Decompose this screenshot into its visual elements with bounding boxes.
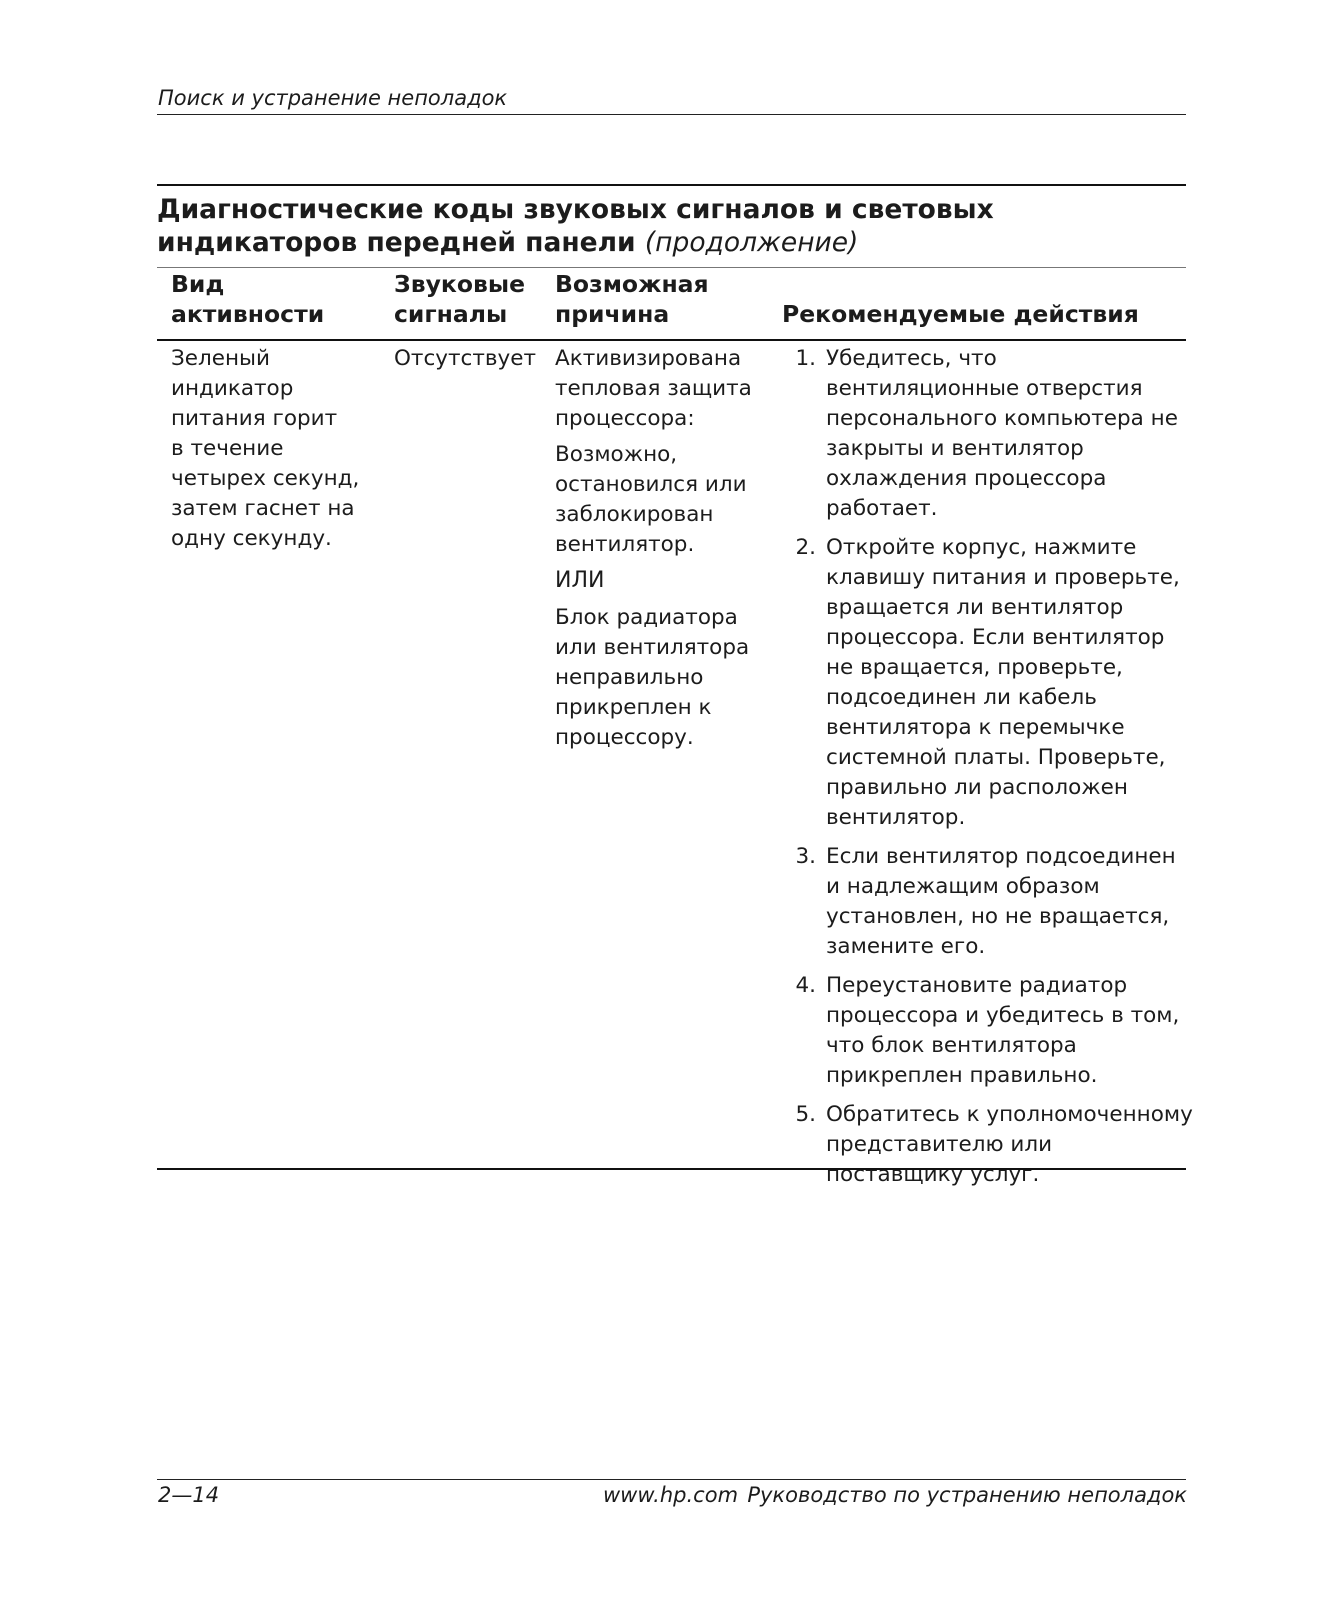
- header-rule: [157, 114, 1186, 115]
- column-header-beeps: Звуковые сигналы: [394, 270, 526, 328]
- activity-line: одну секунду.: [171, 526, 332, 551]
- action-text: Если вентилятор подсоединен и надлежащим образом установлен, но не вращается, замените его.: [826, 844, 1176, 959]
- cause-paragraph: Активизирована тепловая защита процессора:: [555, 346, 752, 431]
- action-number: 2.: [795, 535, 816, 560]
- table-title-continued: (продолжение): [644, 227, 859, 258]
- footer-guide-title: Руководство по устранению неполадок: [747, 1483, 1187, 1507]
- action-number: 5.: [795, 1102, 816, 1127]
- action-text: Откройте корпус, нажмите клавишу питания и проверьте, вращается ли вентилятор процессора. Если вентилятор не вращается, проверьте, подсоединен ли кабель вентилятора к перемычке системной платы. Проверьте, правильно ли расположен вентилятор.: [826, 535, 1180, 830]
- footer-rule: [157, 1479, 1186, 1480]
- column-header-actions: Рекомендуемые действия: [782, 300, 1139, 328]
- action-text: Переустановите радиатор процессора и убедитесь в том, что блок вентилятора прикреплен правильно.: [826, 973, 1180, 1088]
- activity-line: в течение: [171, 436, 284, 461]
- beeps-cell: Отсутствует: [394, 346, 537, 371]
- activity-cell: [171, 344, 359, 554]
- action-number: 1.: [795, 346, 816, 371]
- activity-line: четырех секунд,: [171, 466, 360, 491]
- cause-or: ИЛИ: [555, 568, 605, 593]
- column-header-cause: Возможная причина: [555, 270, 709, 328]
- column-header-activity: Вид активности: [171, 270, 325, 328]
- cause-cell: [555, 344, 755, 759]
- action-item: [788, 533, 1193, 833]
- action-text: Обратитесь к уполномоченному представителю или поставщику услуг.: [826, 1102, 1193, 1187]
- cause-paragraph: Возможно, остановился или заблокирован вентилятор.: [555, 442, 747, 557]
- activity-line: затем гаснет на: [171, 496, 355, 521]
- footer-url[interactable]: www.hp.com: [603, 1483, 739, 1507]
- action-item: [788, 971, 1193, 1091]
- action-item: [788, 1100, 1193, 1190]
- table-title-top-rule: [157, 184, 1186, 186]
- action-number: 4.: [795, 973, 816, 998]
- activity-line: Зеленый: [171, 346, 270, 371]
- action-number: 3.: [795, 844, 816, 869]
- table-bottom-rule: [157, 1168, 1186, 1170]
- action-item: [788, 842, 1193, 962]
- table-title-bottom-rule: [157, 267, 1186, 268]
- header-row-rule: [157, 339, 1186, 341]
- action-text: Убедитесь, что вентиляционные отверстия персонального компьютера не закрыты и вентилятор охлаждения процессора работает.: [826, 346, 1178, 521]
- recommended-actions-list: [788, 344, 1193, 1199]
- activity-line: индикатор: [171, 376, 294, 401]
- running-header: Поиск и устранение неполадок: [158, 86, 508, 110]
- table-title: [157, 193, 1186, 259]
- activity-line: питания горит: [171, 406, 338, 431]
- table-title-text: Диагностические коды звуковых сигналов и световых индикаторов передней панели: [157, 194, 994, 258]
- cause-paragraph: Блок радиатора или вентилятора неправильно прикреплен к процессору.: [555, 605, 750, 750]
- action-item: [788, 344, 1193, 524]
- page-number: 2—14: [158, 1483, 220, 1507]
